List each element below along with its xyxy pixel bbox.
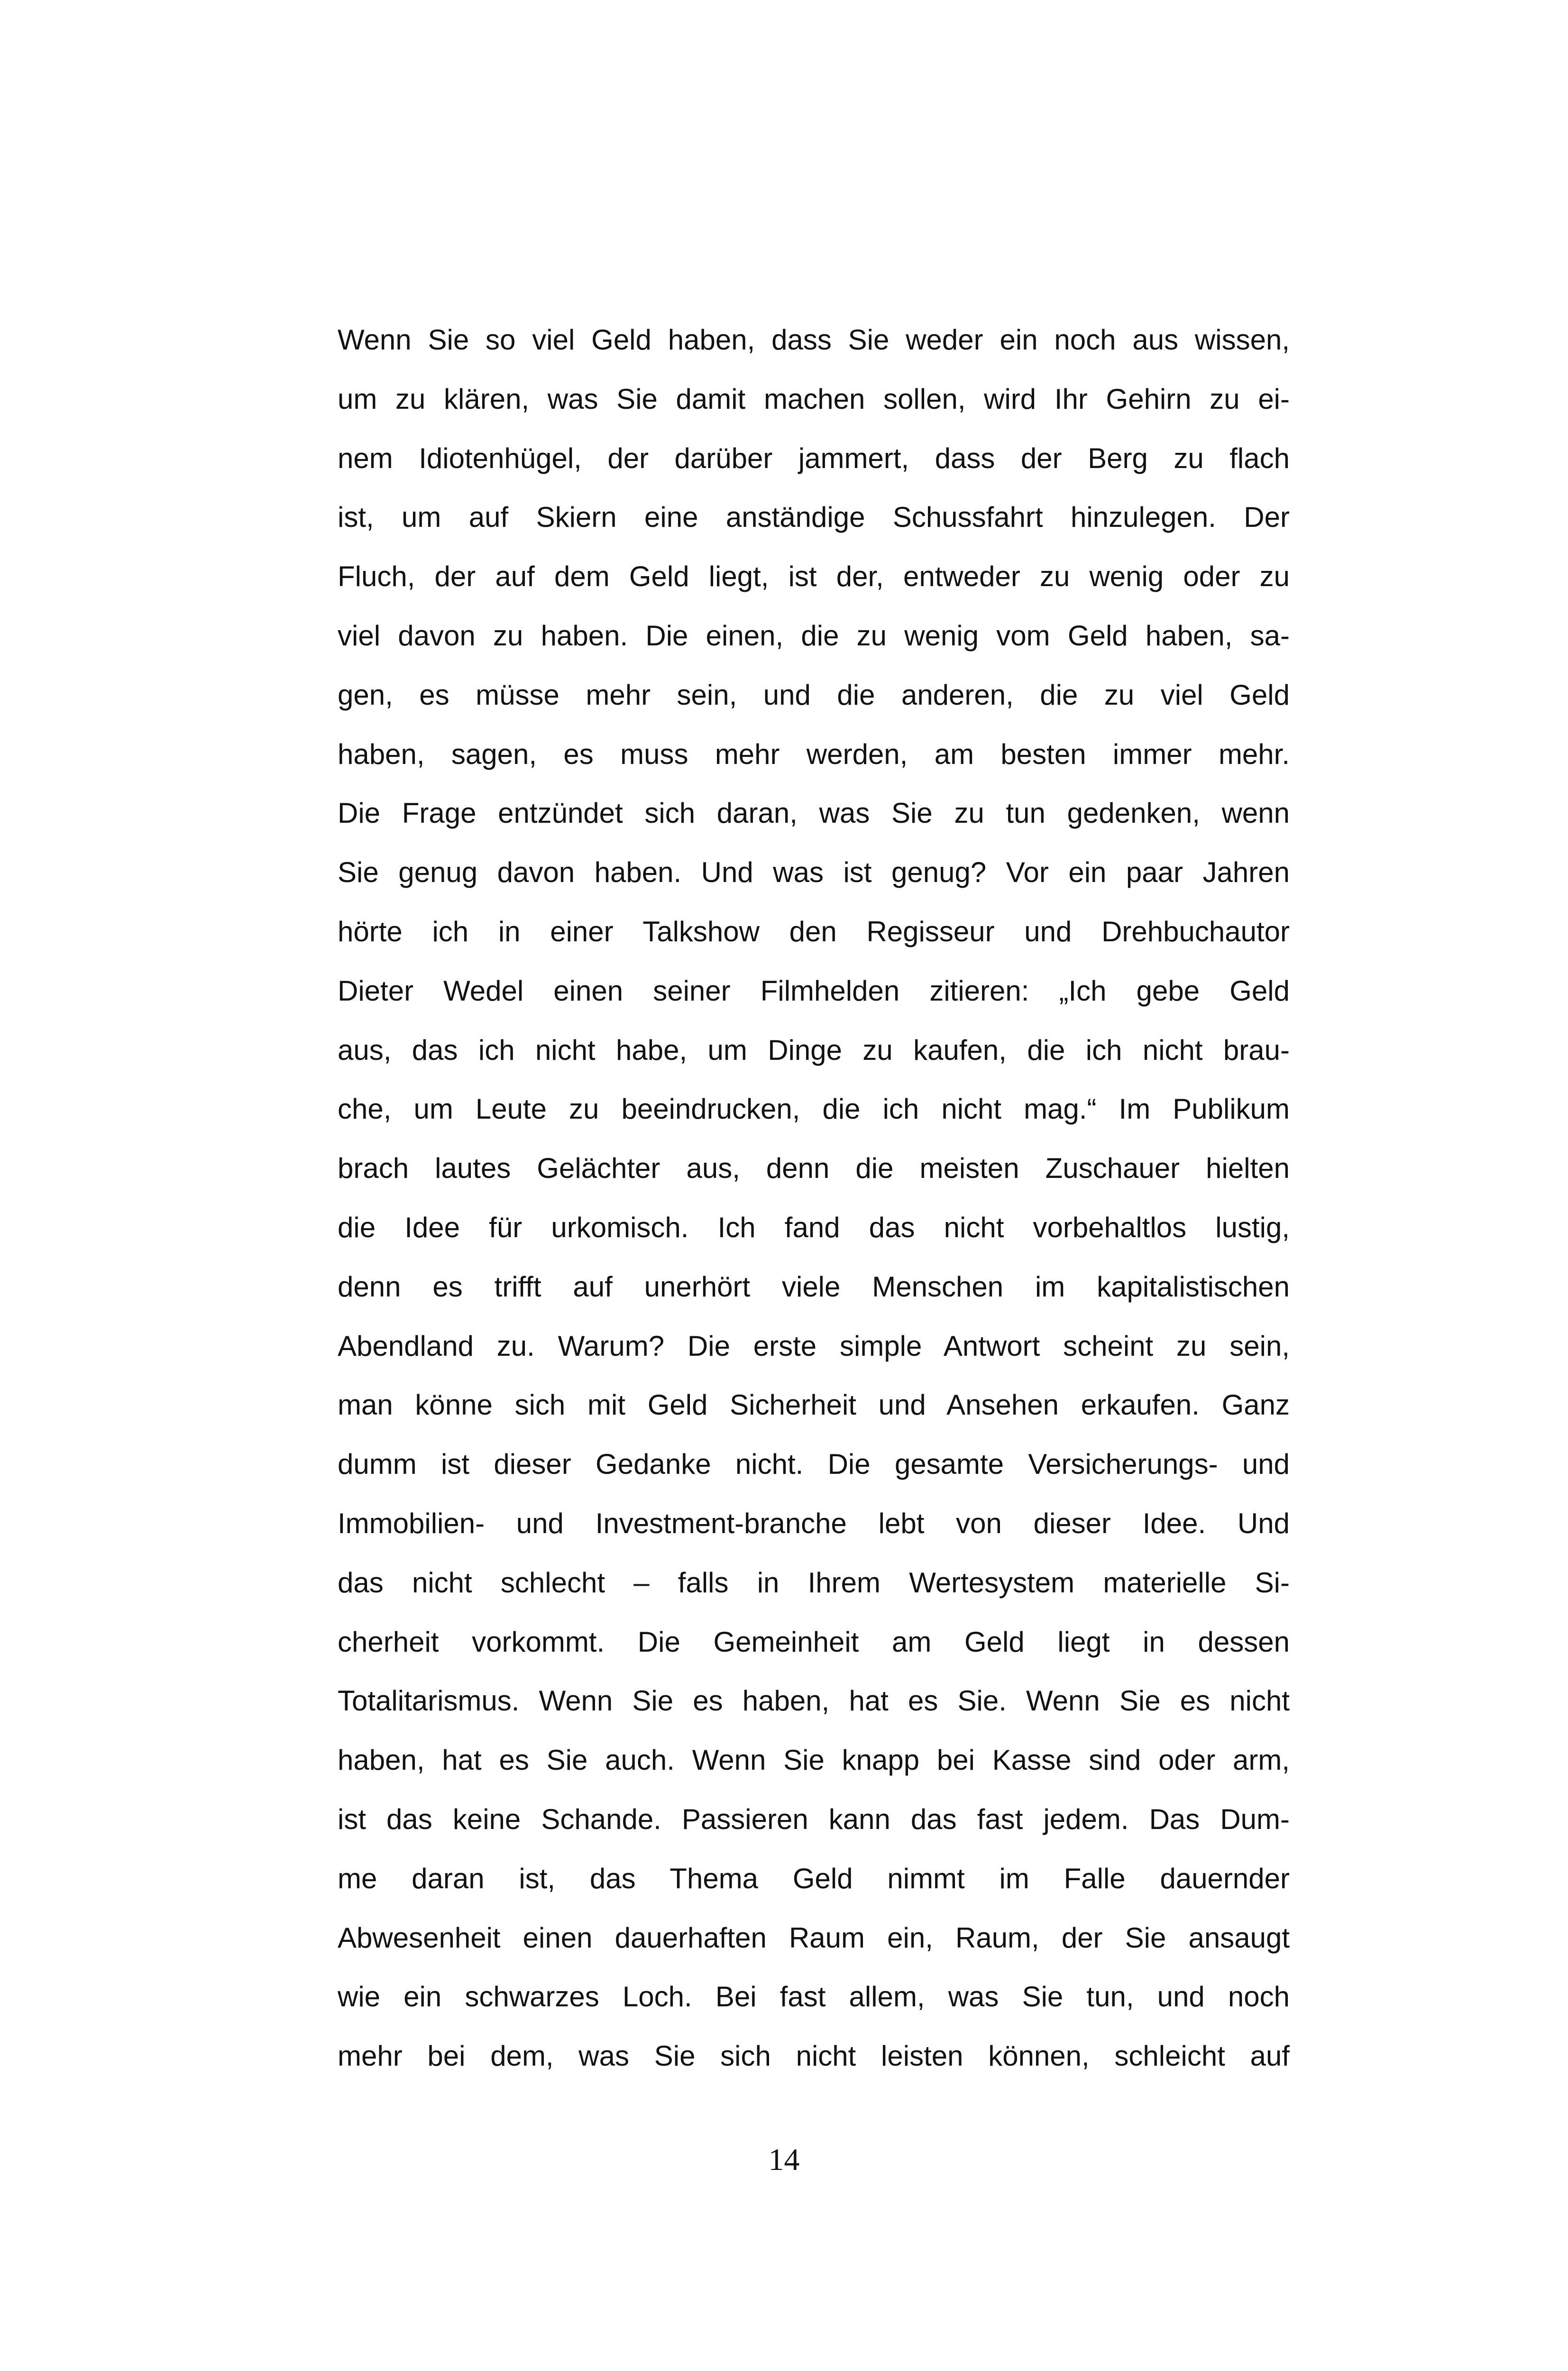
text-line: me daran ist, das Thema Geld nimmt im Falle dauernder (338, 1862, 1290, 1894)
text-line: viel davon zu haben. Die einen, die zu wenig vom Geld haben, sa- (338, 619, 1290, 652)
text-line: brach lautes Gelächter aus, denn die meisten Zuschauer hielten (338, 1152, 1290, 1185)
text-line: um zu klären, was Sie damit machen sollen, wird Ihr Gehirn zu ei- (338, 383, 1290, 415)
text-line: cherheit vorkommt. Die Gemeinheit am Geld liegt in dessen (338, 1626, 1290, 1658)
text-line: Totalitarismus. Wenn Sie es haben, hat es Sie. Wenn Sie es nicht (338, 1685, 1290, 1717)
text-line: Abendland zu. Warum? Die erste simple Antwort scheint zu sein, (338, 1330, 1290, 1362)
text-line: Immobilien- und Investment-branche lebt von dieser Idee. Und (338, 1507, 1290, 1539)
text-line: haben, hat es Sie auch. Wenn Sie knapp bei Kasse sind oder arm, (338, 1744, 1290, 1776)
text-line: man könne sich mit Geld Sicherheit und Ansehen erkaufen. Ganz (338, 1389, 1290, 1421)
text-line: che, um Leute zu beeindrucken, die ich nicht mag.“ Im Publikum (338, 1093, 1290, 1125)
text-line: Fluch, der auf dem Geld liegt, ist der, entweder zu wenig oder zu (338, 561, 1290, 593)
text-line: die Idee für urkomisch. Ich fand das nicht vorbehaltlos lustig, (338, 1211, 1290, 1243)
text-line: Wenn Sie so viel Geld haben, dass Sie weder ein noch aus wissen, (338, 324, 1290, 356)
text-line: aus, das ich nicht habe, um Dinge zu kaufen, die ich nicht brau- (338, 1034, 1290, 1066)
text-line: mehr bei dem, was Sie sich nicht leisten können, schleicht auf (338, 2040, 1290, 2072)
text-line: gen, es müsse mehr sein, und die anderen, die zu viel Geld (338, 679, 1290, 711)
text-line: Abwesenheit einen dauerhaften Raum ein, Raum, der Sie ansaugt (338, 1921, 1290, 1954)
text-line: denn es trifft auf unerhört viele Menschen im kapitalistischen (338, 1270, 1290, 1303)
page-number: 14 (768, 2142, 800, 2177)
text-line: Dieter Wedel einen seiner Filmhelden zitieren: „Ich gebe Geld (338, 974, 1290, 1007)
text-line: Die Frage entzündet sich daran, was Sie zu tun gedenken, wenn (338, 797, 1290, 829)
text-line: ist das keine Schande. Passieren kann das fast jedem. Das Dum- (338, 1803, 1290, 1835)
body-text (338, 311, 1290, 2086)
text-line: wie ein schwarzes Loch. Bei fast allem, was Sie tun, und noch (338, 1981, 1290, 2013)
text-line: ist, um auf Skiern eine anständige Schussfahrt hinzulegen. Der (338, 501, 1290, 533)
text-line: das nicht schlecht – falls in Ihrem Wertesystem materielle Si- (338, 1566, 1290, 1599)
text-line: haben, sagen, es muss mehr werden, am besten immer mehr. (338, 738, 1290, 770)
text-line: hörte ich in einer Talkshow den Regisseur und Drehbuchautor (338, 915, 1290, 947)
text-line: nem Idiotenhügel, der darüber jammert, dass der Berg zu flach (338, 442, 1290, 474)
text-line: dumm ist dieser Gedanke nicht. Die gesamte Versicherungs- und (338, 1448, 1290, 1480)
text-line: Sie genug davon haben. Und was ist genug? Vor ein paar Jahren (338, 856, 1290, 889)
